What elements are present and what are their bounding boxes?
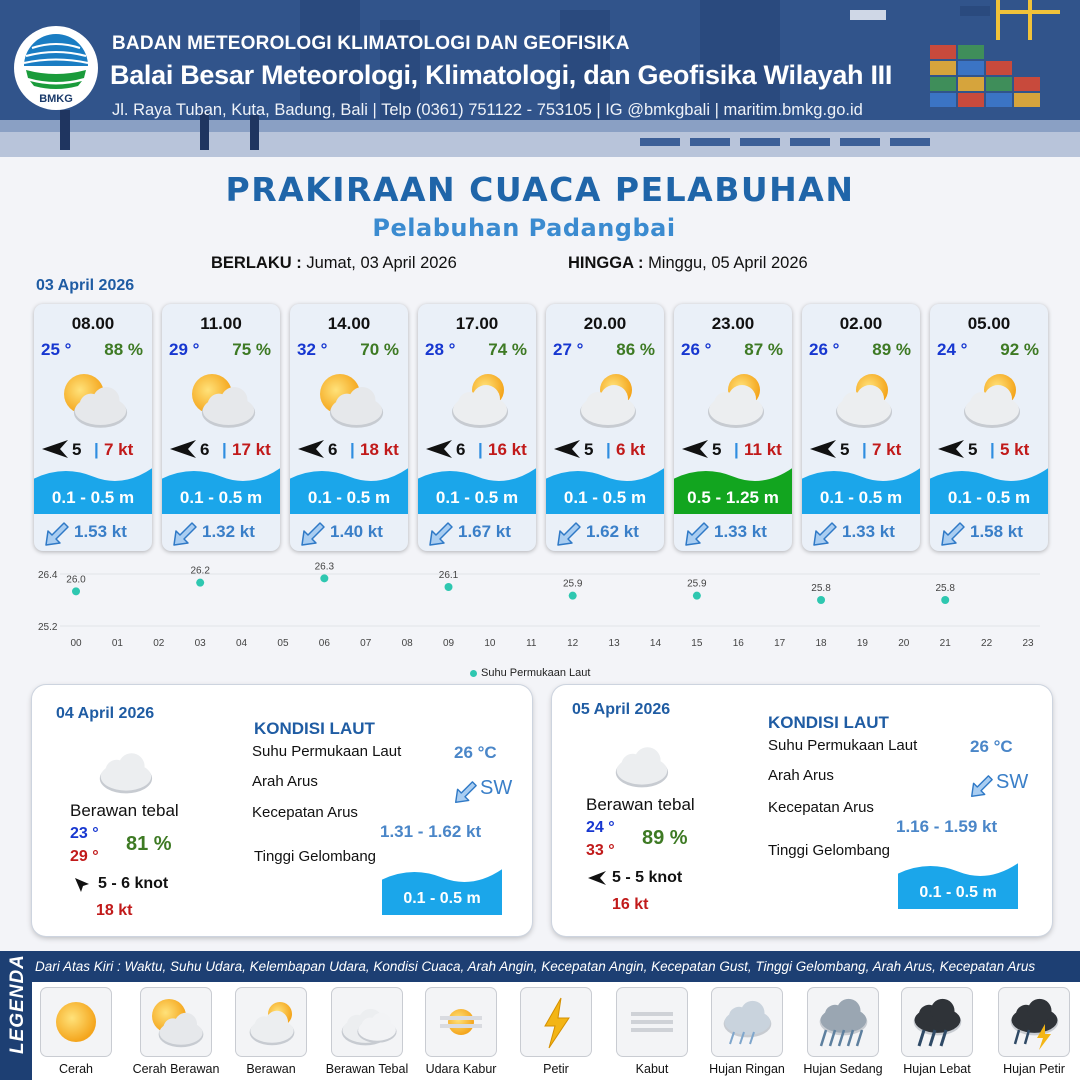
legend-description: Dari Atas Kiri : Waktu, Suhu Udara, Kelembapan Udara, Kondisi Cuaca, Arah Angin, Kecepatan Angin, Kecepatan Gust, Tinggi Gelombang, Arah Arus, Kecepatan Arus (35, 959, 1036, 974)
current-direction-icon (554, 521, 582, 551)
thick-cloud-icon (608, 737, 674, 798)
daily-panel (552, 685, 1052, 936)
card-wave-height: 0.1 - 0.5 m (179, 488, 263, 507)
x-tick-label: 01 (111, 638, 123, 649)
card-gust: 7 kt (872, 440, 902, 459)
wind-direction-icon (424, 438, 454, 465)
card-temperature: 27 ° (553, 340, 584, 359)
sst-value-label: 26.2 (190, 565, 210, 577)
sst-value-label: 25.9 (687, 578, 707, 590)
legend-title: LEGENDA (7, 954, 28, 1054)
card-gust: 6 kt (616, 440, 646, 459)
x-tick-label: 16 (732, 638, 744, 649)
card-time: 11.00 (200, 314, 242, 333)
current-direction-icon (452, 780, 478, 811)
wind-separator: | (94, 440, 99, 459)
panel-gust: 18 kt (96, 902, 133, 919)
sst-value-label: 26.1 (438, 570, 459, 581)
sst-value-label: 25.8 (811, 583, 831, 594)
sst-value-label: 26.3 (314, 561, 335, 573)
current-direction-value: SW (996, 771, 1029, 793)
current-direction-icon (42, 521, 70, 551)
forecast-card (930, 304, 1048, 551)
card-gust: 7 kt (104, 440, 134, 459)
card-current (34, 518, 152, 548)
card-current (290, 518, 408, 548)
current-direction-icon (298, 521, 326, 551)
x-tick-label: 02 (153, 638, 165, 649)
berawan-icon (828, 370, 898, 430)
chart-legend (470, 667, 590, 679)
valid-from (211, 254, 457, 273)
card-current (674, 518, 792, 548)
bmkg-logo (14, 26, 98, 110)
card-wind (808, 438, 920, 460)
legend-item-label: Hujan Petir (1003, 1062, 1065, 1076)
x-tick-label: 15 (691, 638, 703, 649)
current-direction-icon (682, 521, 710, 551)
wind-direction-icon (808, 438, 838, 465)
x-tick-label: 22 (981, 638, 993, 649)
x-tick-label: 21 (939, 638, 951, 649)
forecast-card (674, 304, 792, 551)
card-humidity: 74 % (488, 340, 527, 359)
legend-item-label: Cerah Berawan (132, 1062, 220, 1076)
card-temperature: 29 ° (169, 340, 200, 359)
current-speed-label: Kecepatan Arus (252, 804, 358, 821)
panel-temp-max: 29 ° (70, 848, 99, 865)
x-tick-label: 19 (856, 638, 868, 649)
panel-temp-min: 23 ° (70, 825, 99, 842)
sst-point (445, 583, 453, 591)
current-direction-label: Arah Arus (768, 767, 834, 784)
card-wind-speed: 5 (72, 440, 82, 459)
contact-info: Jl. Raya Tuban, Kuta, Badung, Bali | Telp (0361) 751122 - 753105 | IG @bmkgbali | maritim.bmkg.go.id (112, 101, 863, 119)
card-humidity: 92 % (1000, 340, 1039, 359)
card-wind-speed: 5 (968, 440, 978, 459)
sst-point (320, 574, 328, 582)
valid-from-label: BERLAKU : (211, 254, 302, 272)
panel-temp-max: 33 ° (586, 842, 615, 859)
card-wind (552, 438, 664, 460)
valid-from-value: Jumat, 03 April 2026 (306, 254, 457, 272)
card-wind-speed: 5 (584, 440, 594, 459)
current-direction-value: SW (480, 777, 513, 799)
card-gust: 11 kt (744, 440, 782, 459)
forecast-card (546, 304, 664, 551)
x-tick-label: 05 (277, 638, 289, 649)
wind-direction-icon (40, 438, 70, 465)
card-current-speed: 1.53 kt (74, 522, 127, 541)
berawan-icon (956, 370, 1026, 430)
current-speed-label: Kecepatan Arus (768, 799, 874, 816)
card-current (802, 518, 920, 548)
x-tick-label: 09 (442, 638, 455, 649)
legend-item-label: Hujan Ringan (709, 1062, 785, 1076)
sst-point (817, 596, 825, 604)
card-temperature: 24 ° (937, 340, 968, 359)
lightning-icon (521, 988, 591, 1056)
card-humidity: 75 % (232, 340, 271, 359)
wind-separator: | (350, 440, 355, 459)
org-name: BADAN METEOROLOGI KLIMATOLOGI DAN GEOFISIKA (112, 33, 630, 54)
berawan-icon (572, 370, 642, 430)
card-wave-height: 0.1 - 0.5 m (307, 488, 391, 507)
card-time: 20.00 (583, 314, 627, 333)
card-wind (680, 438, 792, 460)
panel-date: 05 April 2026 (572, 701, 671, 718)
card-time: 23.00 (711, 314, 755, 333)
wind-separator: | (862, 440, 867, 459)
sst-label: Suhu Permukaan Laut (768, 737, 918, 754)
header-banner (0, 0, 1080, 157)
legend-item-label: Hujan Lebat (903, 1062, 971, 1076)
card-wind-speed: 5 (840, 440, 850, 459)
card-current-speed: 1.32 kt (202, 522, 255, 541)
thick-cloud-icon (332, 988, 402, 1056)
card-temperature: 28 ° (425, 340, 456, 359)
panel-wind: 5 - 6 knot (98, 875, 169, 892)
card-wave-height: 0.1 - 0.5 m (51, 488, 135, 507)
legend-item-label: Petir (543, 1062, 569, 1076)
wave-height-value: 0.1 - 0.5 m (919, 884, 997, 901)
wind-direction-icon (586, 869, 608, 892)
panel-temp-min: 24 ° (586, 819, 615, 836)
wave-height-label: Tinggi Gelombang (768, 842, 891, 859)
current-direction-icon (968, 774, 994, 805)
valid-to-value: Minggu, 05 April 2026 (648, 254, 808, 272)
panel-humidity: 81 % (126, 833, 172, 855)
card-current-speed: 1.58 kt (970, 522, 1023, 541)
sst-value-label: 26.0 (66, 574, 86, 586)
forecast-card (418, 304, 536, 551)
x-tick-label: 14 (649, 638, 662, 649)
x-tick-label: 06 (318, 638, 330, 649)
wind-separator: | (222, 440, 227, 459)
x-tick-label: 12 (567, 638, 579, 649)
wind-separator: | (734, 440, 739, 459)
panel-wind: 5 - 5 knot (612, 869, 683, 886)
sst-value: 26 °C (454, 743, 497, 762)
cerah-berawan-icon (60, 370, 130, 430)
x-tick-label: 18 (815, 638, 827, 649)
sst-point (941, 596, 949, 604)
wind-direction-icon (552, 438, 582, 465)
fog-icon (617, 988, 687, 1056)
legend-item-label: Berawan Tebal (325, 1062, 409, 1076)
sst-value-label: 25.8 (935, 583, 955, 594)
legend-icons (32, 982, 1080, 1080)
panel-condition: Berawan tebal (586, 795, 695, 814)
card-current-speed: 1.62 kt (586, 522, 639, 541)
card-current (162, 518, 280, 548)
wind-direction-icon (72, 875, 92, 900)
card-wave-height: 0.1 - 0.5 m (819, 488, 903, 507)
card-current-speed: 1.67 kt (458, 522, 511, 541)
berawan-icon (700, 370, 770, 430)
card-temperature: 26 ° (809, 340, 840, 359)
daily-panel (32, 685, 532, 936)
sst-point (72, 587, 80, 595)
sea-condition-title: KONDISI LAUT (254, 719, 375, 738)
card-gust: 18 kt (360, 440, 399, 459)
sst-point (569, 592, 577, 600)
wind-direction-icon (680, 438, 710, 465)
office-name: Balai Besar Meteorologi, Klimatologi, dan Geofisika Wilayah III (110, 60, 893, 90)
y-tick-label: 26.4 (38, 570, 58, 581)
current-direction-icon (170, 521, 198, 551)
light-rain-icon (712, 988, 782, 1056)
card-current (418, 518, 536, 548)
card-wind (296, 438, 408, 460)
sst-value-label: 25.9 (562, 578, 583, 590)
card-current-speed: 1.33 kt (714, 522, 767, 541)
card-humidity: 87 % (744, 340, 783, 359)
legend-item-label: Kabut (635, 1062, 669, 1076)
card-wave-height: 0.1 - 0.5 m (563, 488, 647, 507)
sun-icon (41, 988, 111, 1056)
panel-humidity: 89 % (642, 827, 688, 849)
x-tick-label: 23 (1022, 638, 1034, 649)
wind-direction-icon (168, 438, 198, 465)
current-direction-label: Arah Arus (252, 773, 318, 790)
card-current (546, 518, 664, 548)
port-name: Pelabuhan Padangbai (372, 214, 676, 242)
moderate-rain-icon (808, 988, 878, 1056)
card-wind (936, 438, 1048, 460)
card-time: 08.00 (71, 314, 115, 333)
x-tick-label: 17 (774, 638, 786, 649)
x-tick-label: 00 (70, 638, 82, 649)
today-date: 03 April 2026 (36, 277, 135, 294)
forecast-card (34, 304, 152, 551)
wave-height-value: 0.1 - 0.5 m (403, 890, 481, 907)
logo-text: BMKG (39, 93, 73, 105)
x-tick-label: 10 (484, 638, 496, 649)
card-humidity: 89 % (872, 340, 911, 359)
card-time: 05.00 (967, 314, 1011, 333)
card-gust: 5 kt (1000, 440, 1030, 459)
wind-direction-icon (936, 438, 966, 465)
forecast-card (290, 304, 408, 551)
current-direction-icon (426, 521, 454, 551)
current-direction-icon (810, 521, 838, 551)
card-wind-speed: 5 (712, 440, 722, 459)
card-wave-height: 0.5 - 1.25 m (687, 488, 779, 507)
sst-point (196, 579, 204, 587)
y-tick-label: 25.2 (38, 622, 58, 633)
cloud-sun-icon (236, 988, 306, 1056)
sun-cloud-icon (141, 988, 211, 1056)
card-wind (168, 438, 280, 460)
legend-item-label: Hujan Sedang (803, 1062, 883, 1076)
valid-to-label: HINGGA : (568, 254, 644, 272)
forecast-card (802, 304, 920, 551)
chart-legend-label: Suhu Permukaan Laut (481, 667, 591, 679)
sst-label: Suhu Permukaan Laut (252, 743, 402, 760)
wind-separator: | (606, 440, 611, 459)
x-tick-label: 13 (608, 638, 620, 649)
card-wind-speed: 6 (200, 440, 210, 459)
card-humidity: 86 % (616, 340, 655, 359)
card-wave-height: 0.1 - 0.5 m (435, 488, 519, 507)
x-tick-label: 04 (236, 638, 248, 649)
card-wind (424, 438, 536, 460)
card-temperature: 26 ° (681, 340, 712, 359)
card-temperature: 25 ° (41, 340, 72, 359)
valid-to (568, 254, 808, 273)
thunderstorm-icon (999, 988, 1069, 1056)
page-title: PRAKIRAAN CUACA PELABUHAN (225, 170, 855, 209)
card-current (930, 518, 1048, 548)
wind-separator: | (990, 440, 995, 459)
x-tick-label: 03 (194, 638, 206, 649)
cerah-berawan-icon (316, 370, 386, 430)
legend-item-label: Udara Kabur (425, 1062, 497, 1076)
sst-value: 26 °C (970, 737, 1013, 756)
card-time: 14.00 (327, 314, 371, 333)
card-time: 02.00 (839, 314, 883, 333)
x-tick-label: 11 (526, 638, 537, 649)
card-wind-speed: 6 (456, 440, 466, 459)
card-gust: 17 kt (232, 440, 271, 459)
card-wind (40, 438, 152, 460)
card-wave-height: 0.1 - 0.5 m (947, 488, 1031, 507)
panel-condition: Berawan tebal (70, 801, 179, 820)
panel-gust: 16 kt (612, 896, 649, 913)
x-tick-label: 20 (898, 638, 910, 649)
haze-icon (426, 988, 496, 1056)
wind-direction-icon (296, 438, 326, 465)
legend-item-label: Cerah (58, 1062, 94, 1076)
x-tick-label: 08 (401, 638, 413, 649)
card-time: 17.00 (455, 314, 499, 333)
panel-date: 04 April 2026 (56, 705, 155, 722)
sea-condition-title: KONDISI LAUT (768, 713, 889, 732)
legend-item-label: Berawan (246, 1062, 296, 1076)
berawan-icon (444, 370, 514, 430)
card-current-speed: 1.40 kt (330, 522, 383, 541)
forecast-card (162, 304, 280, 551)
sst-point (693, 592, 701, 600)
card-wind-speed: 6 (328, 440, 338, 459)
card-humidity: 70 % (360, 340, 399, 359)
thick-cloud-icon (92, 743, 158, 804)
wind-separator: | (478, 440, 483, 459)
card-temperature: 32 ° (297, 340, 328, 359)
chart-legend-marker (470, 670, 477, 677)
current-speed-value: 1.31 - 1.62 kt (380, 822, 482, 841)
card-current-speed: 1.33 kt (842, 522, 895, 541)
card-gust: 16 kt (488, 440, 527, 459)
x-tick-label: 07 (360, 638, 372, 649)
current-speed-value: 1.16 - 1.59 kt (896, 817, 998, 836)
heavy-rain-icon (902, 988, 972, 1056)
card-humidity: 88 % (104, 340, 143, 359)
wave-height-label: Tinggi Gelombang (254, 848, 377, 865)
current-direction-icon (938, 521, 966, 551)
cerah-berawan-icon (188, 370, 258, 430)
